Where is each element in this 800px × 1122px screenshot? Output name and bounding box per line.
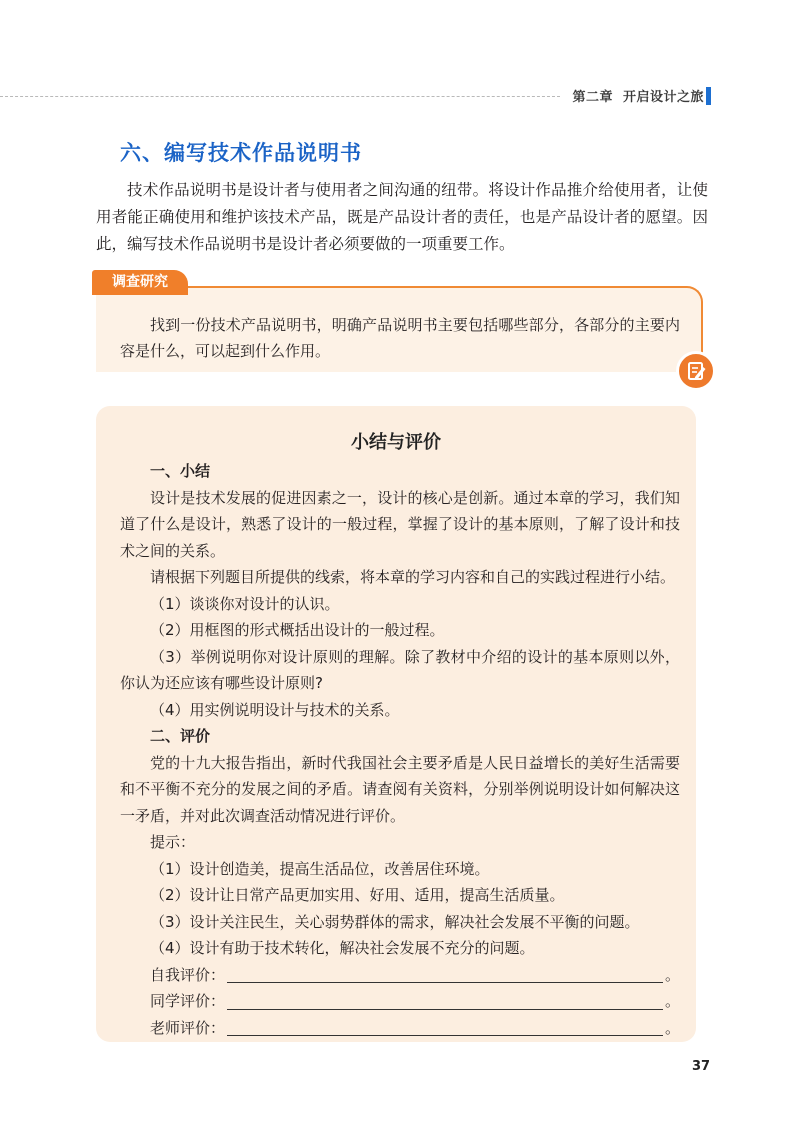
self-evaluation-label: 自我评价： [150, 965, 226, 984]
chapter-number: 第二章 [572, 90, 613, 105]
pencil-note-icon [676, 351, 716, 391]
summary-title: 小结与评价 [351, 432, 441, 453]
investigation-label: 调查研究 [92, 270, 188, 295]
teacher-evaluation-blank[interactable] [227, 1017, 663, 1036]
summary-item: （3）举例说明你对设计原则的理解。除了教材中介绍的设计的基本原则以外，你认为还应该有哪些设计原则? [120, 647, 680, 692]
summary-item: （4）用实例说明设计与技术的关系。 [150, 700, 400, 719]
hint-item: （2）设计让日常产品更加实用、好用、适用，提高生活质量。 [150, 886, 565, 904]
line-end-mark: 。 [664, 965, 680, 984]
summary-content [120, 458, 680, 1041]
hint-item: （4）设计有助于技术转化，解决社会发展不充分的问题。 [150, 939, 535, 957]
peer-evaluation-blank[interactable] [227, 991, 663, 1010]
summary-paragraph: 设计是技术发展的促进因素之一，设计的核心是创新。通过本章的学习，我们知道了什么是设计，熟悉了设计的一般过程，掌握了设计的基本原则，了解了设计和技术之间的关系。 [120, 488, 680, 560]
chapter-title: 开启设计之旅 [622, 90, 704, 105]
hint-item: （1）设计创造美，提高生活品位，改善居住环境。 [150, 859, 490, 878]
page-number: 37 [692, 1059, 711, 1074]
self-evaluation-blank[interactable] [227, 964, 663, 983]
investigation-text: 找到一份技术产品说明书，明确产品说明书主要包括哪些部分，各部分的主要内容是什么，可以起到什么作用。 [120, 316, 680, 360]
summary-instruction: 请根据下列题目所提供的线索，将本章的学习内容和自己的实践过程进行小结。 [150, 568, 676, 586]
intro-paragraph: 技术作品说明书是设计者与使用者之间沟通的纽带。将设计作品推介给使用者，让使用者能正确使用和维护该技术产品，既是产品设计者的责任，也是产品设计者的愿望。因此，编写技术作品说明书是设计者必须要做的一项重要工作。 [96, 181, 708, 253]
summary-item: （2）用框图的形式概括出设计的一般过程。 [150, 621, 445, 639]
self-evaluation-line[interactable] [120, 962, 680, 989]
section-title: 六、编写技术作品说明书 [120, 141, 362, 165]
running-header [562, 86, 704, 105]
peer-evaluation-line[interactable] [120, 988, 680, 1015]
hint-label: 提示： [150, 833, 196, 851]
evaluation-heading: 二、评价 [150, 727, 211, 745]
header-divider [0, 96, 560, 97]
summary-item: （1）谈谈你对设计的认识。 [150, 594, 340, 613]
header-accent-bar [706, 87, 711, 105]
peer-evaluation-label: 同学评价： [150, 992, 226, 1010]
summary-heading: 一、小结 [150, 462, 211, 480]
evaluation-paragraph: 党的十九大报告指出，新时代我国社会主要矛盾是人民日益增长的美好生活需要和不平衡不充分的发展之间的矛盾。请查阅有关资料，分别举例说明设计如何解决这一矛盾，并对此次调查活动情况进行评价。 [120, 753, 680, 825]
hint-item: （3）设计关注民生，关心弱势群体的需求，解决社会发展不平衡的问题。 [150, 912, 640, 931]
teacher-evaluation-label: 老师评价： [150, 1018, 226, 1037]
line-end-mark: 。 [664, 1018, 680, 1037]
line-end-mark: 。 [664, 992, 680, 1010]
teacher-evaluation-line[interactable] [120, 1015, 680, 1042]
